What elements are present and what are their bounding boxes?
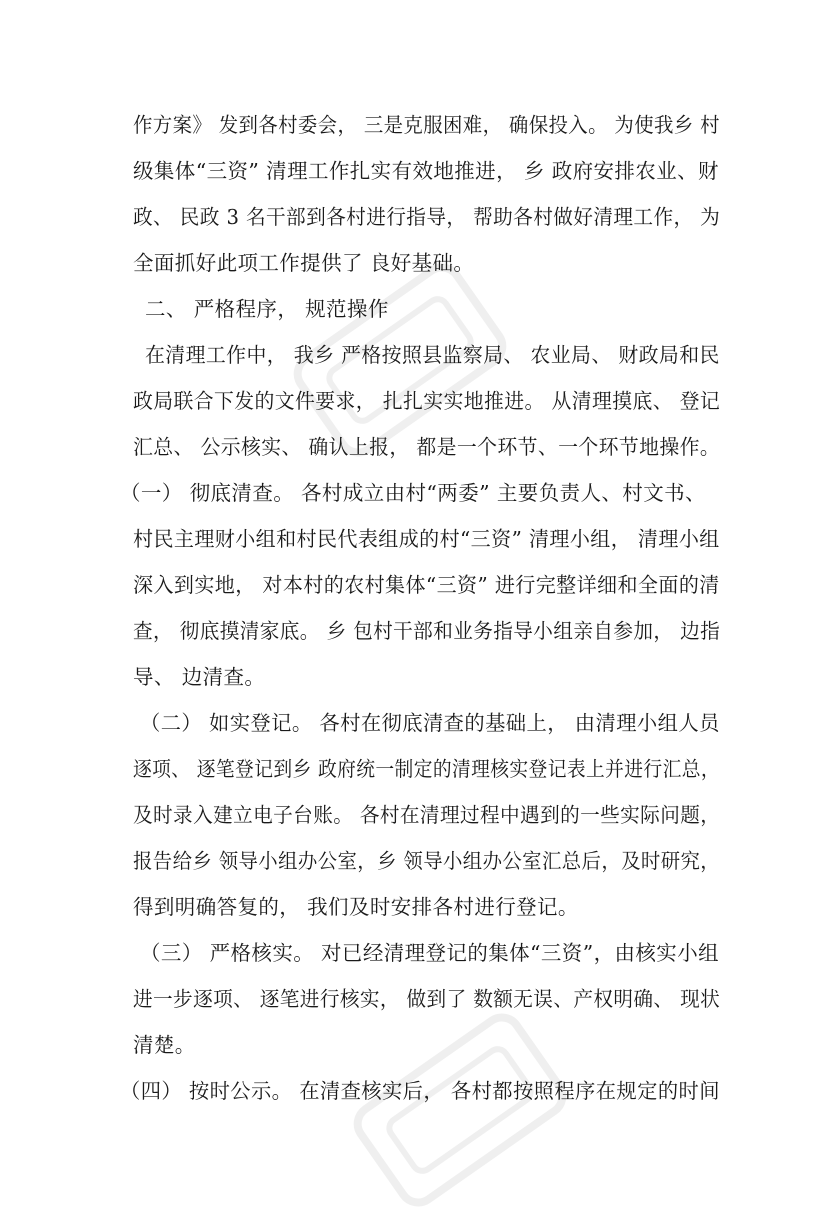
paragraph-line: 及时录入建立电子台账。 各村在清理过程中遇到的一些实际问题， [133, 803, 721, 827]
paragraph-line: 全面抓好此项工作提供了 良好基础。 [133, 251, 475, 275]
paragraph-line: （三） 严格核实。 对已经清理登记的集体“三资”，由核实小组 [140, 941, 719, 965]
paragraph-line: 村民主理财小组和村民代表组成的村“三资” 清理小组， 清理小组 [133, 527, 720, 551]
paragraph-line: 得到明确答复的， 我们及时安排各村进行登记。 [133, 895, 579, 919]
paragraph-line: 政局联合下发的文件要求， 扎扎实实地推进。 从清理摸底、 登记 [133, 389, 721, 413]
paragraph-line: 逐项、 逐笔登记到乡 政府统一制定的清理核实登记表上并进行汇总， [133, 757, 721, 781]
paragraph-line: 导、 边清查。 [133, 665, 266, 689]
paragraph-line: 深入到实地， 对本村的农村集体“三资” 进行完整详细和全面的清 [133, 573, 720, 597]
paragraph-line: 查， 彻底摸清家底。 乡 包村干部和业务指导小组亲自参加， 边指 [133, 619, 721, 643]
paragraph-line: 在清理工作中， 我乡 严格按照县监察局、 农业局、 财政局和民 [145, 343, 720, 367]
paragraph-line: 作方案》 发到各村委会， 三是克服困难， 确保投入。 为使我乡 村 [133, 113, 720, 137]
paragraph-line: 级集体“三资” 清理工作扎实有效地推进， 乡 政府安排农业、财 [133, 159, 719, 183]
paragraph-line: （二） 如实登记。 各村在彻底清查的基础上， 由清理小组人员 [140, 711, 720, 735]
paragraph-line: 报告给乡 领导小组办公室，乡 领导小组办公室汇总后，及时研究， [133, 849, 721, 873]
watermark-logo [344, 1003, 577, 1216]
paragraph-line: （四） 按时公示。 在清查核实后， 各村都按照程序在规定的时间 [120, 1079, 720, 1103]
section-heading: 二、 严格程序， 规范操作 [145, 297, 389, 321]
paragraph-line: 政、 民政 3 名干部到各村进行指导， 帮助各村做好清理工作， 为 [133, 205, 721, 229]
paragraph-line: （一） 彻底清查。 各村成立由村“两委” 主要负责人、村文书、 [120, 481, 706, 505]
paragraph-line: 汇总、 公示核实、 确认上报， 都是一个环节、一个环节地操作。 [133, 435, 721, 459]
paragraph-line: 清楚。 [133, 1033, 196, 1057]
paragraph-line: 进一步逐项、 逐笔进行核实， 做到了 数额无误、产权明确、 现状 [133, 987, 721, 1011]
